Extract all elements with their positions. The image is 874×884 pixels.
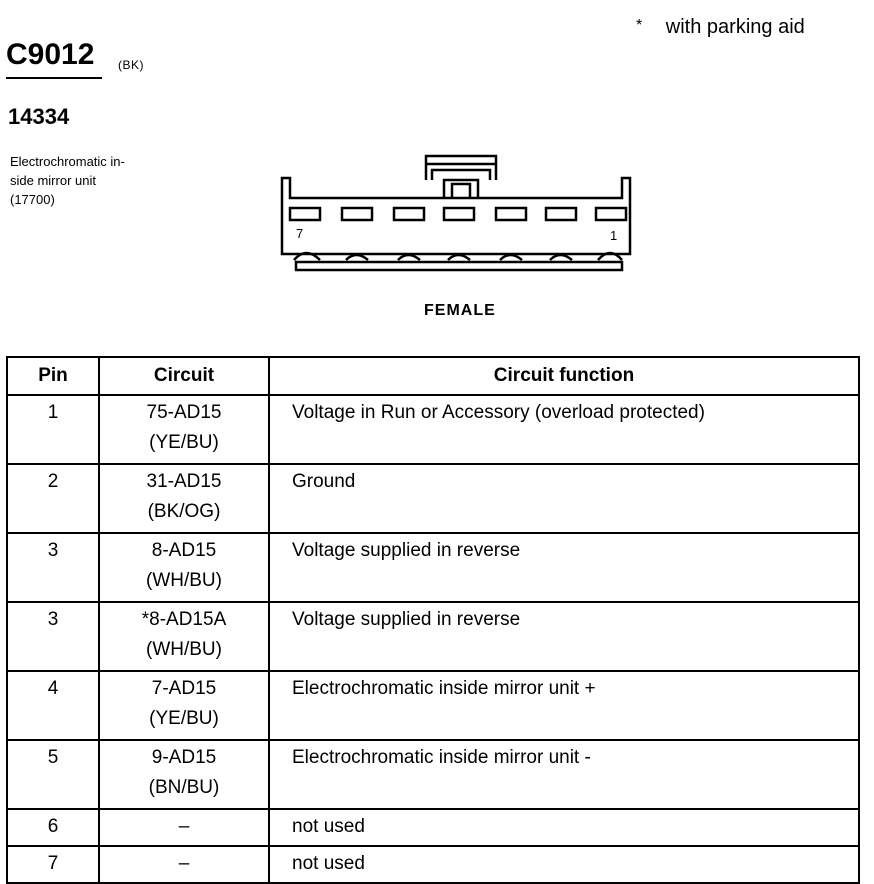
connector-color: (BK): [118, 58, 144, 72]
pin-cavity: [546, 208, 576, 220]
function-cell: not used: [269, 809, 859, 846]
function-cell: Electrochromatic inside mirror unit +: [269, 671, 859, 740]
circuit-id: –: [178, 816, 190, 837]
table-row: [7, 602, 859, 671]
function-cell: not used: [269, 846, 859, 883]
part-number: 14334: [8, 104, 70, 129]
circuit-cell: [99, 464, 269, 533]
connector-latch: [426, 156, 496, 180]
circuit-cell: [99, 809, 269, 846]
pin-cavity: [444, 208, 474, 220]
wire-color: (BK/OG): [147, 501, 221, 522]
connector-base-rail: [296, 262, 622, 270]
pin-cell: 4: [7, 671, 99, 740]
pin-cavity: [496, 208, 526, 220]
circuit-id: 31-AD15: [146, 471, 222, 492]
circuit-id: *8-AD15A: [141, 609, 227, 630]
pin-cell: 7: [7, 846, 99, 883]
circuit-id: 8-AD15: [151, 540, 217, 561]
wire-color: (WH/BU): [146, 570, 222, 591]
pin-cavity: [290, 208, 320, 220]
function-cell: Ground: [269, 464, 859, 533]
circuit-cell: [99, 671, 269, 740]
connector-code: C9012: [6, 38, 95, 71]
circuit-cell: [99, 740, 269, 809]
pin-cell: 2: [7, 464, 99, 533]
table-row: [7, 809, 859, 846]
circuit-id: 7-AD15: [151, 678, 217, 699]
description-line: (17700): [10, 192, 55, 207]
circuit-cell: [99, 602, 269, 671]
table-row: [7, 671, 859, 740]
wire-color: (YE/BU): [149, 708, 219, 729]
note-text: with parking aid: [665, 16, 805, 38]
header-pin: Pin: [7, 357, 99, 395]
table-header-row: [7, 357, 859, 395]
pin-cavity: [596, 208, 626, 220]
connector-code-underline: [6, 77, 102, 79]
function-cell: Voltage in Run or Accessory (overload protected): [269, 395, 859, 464]
table-row: [7, 464, 859, 533]
function-cell: Voltage supplied in reverse: [269, 602, 859, 671]
wire-color: (YE/BU): [149, 432, 219, 453]
pin-cell: 1: [7, 395, 99, 464]
header-circuit-function: Circuit function: [269, 357, 859, 395]
connector-housing: [282, 178, 630, 254]
component-description: [10, 152, 170, 209]
function-cell: Electrochromatic inside mirror unit -: [269, 740, 859, 809]
pin-cell: 3: [7, 533, 99, 602]
pin-cell: 6: [7, 809, 99, 846]
description-line: side mirror unit: [10, 173, 96, 188]
pin-1-label: 1: [610, 228, 618, 243]
circuit-id: –: [178, 853, 190, 874]
circuit-cell: [99, 846, 269, 883]
circuit-id: 75-AD15: [146, 402, 222, 423]
pin-cell: 3: [7, 602, 99, 671]
table-row: [7, 533, 859, 602]
table-row: [7, 846, 859, 883]
connector-face-diagram: [276, 150, 636, 278]
circuit-cell: [99, 395, 269, 464]
wire-color: (WH/BU): [146, 639, 222, 660]
pin-cell: 5: [7, 740, 99, 809]
description-line: Electrochromatic in-: [10, 154, 125, 169]
wire-color: (BN/BU): [148, 777, 220, 798]
asterisk-symbol: *: [636, 17, 643, 34]
table-row: [7, 740, 859, 809]
table-row: [7, 395, 859, 464]
function-cell: Voltage supplied in reverse: [269, 533, 859, 602]
circuit-cell: [99, 533, 269, 602]
pinout-table: [6, 356, 860, 884]
pin-7-label: 7: [296, 226, 304, 241]
connector-gender: FEMALE: [424, 302, 496, 319]
pin-cavity: [394, 208, 424, 220]
header-circuit: Circuit: [99, 357, 269, 395]
pin-cavity: [342, 208, 372, 220]
circuit-id: 9-AD15: [151, 747, 217, 768]
parking-aid-note: [636, 16, 805, 39]
